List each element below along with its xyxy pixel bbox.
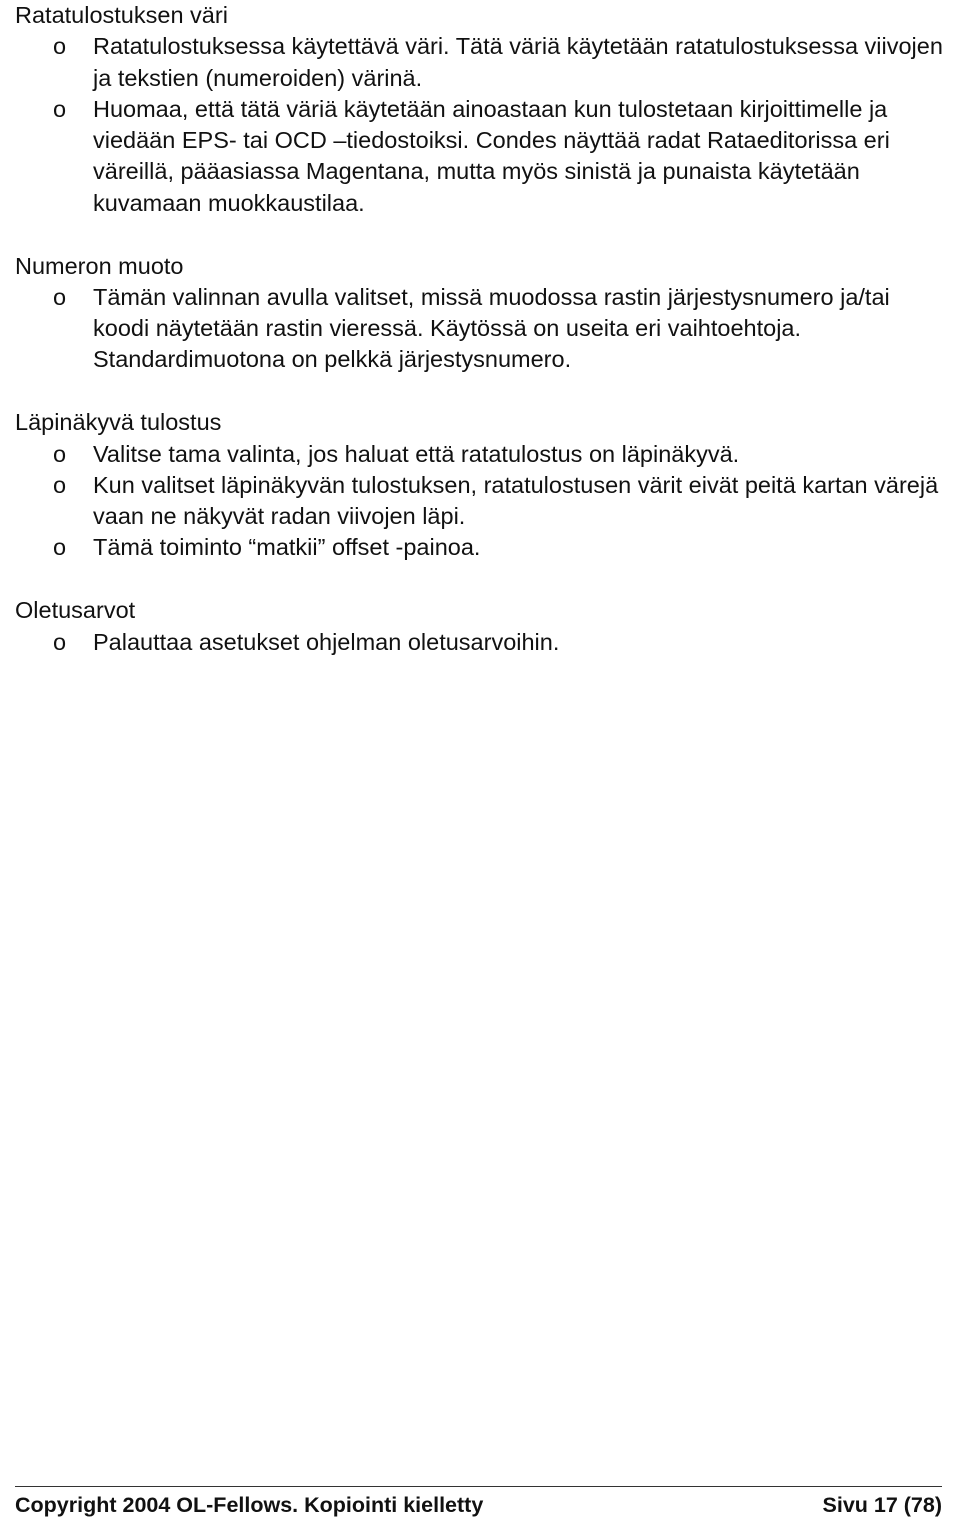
bullet-icon: o — [53, 628, 67, 655]
section-title: Oletusarvot — [15, 597, 136, 624]
bullet-icon: o — [53, 471, 67, 498]
section-numeron-muoto — [15, 251, 950, 376]
list-item-text: Tämä toiminto “matkii” offset -painoa. — [93, 534, 481, 561]
bullet-icon: o — [53, 283, 67, 310]
section-title: Läpinäkyvä tulostus — [15, 409, 222, 436]
section-title: Ratatulostuksen väri — [15, 2, 228, 28]
list-item — [15, 282, 950, 376]
bullet-list — [15, 31, 950, 219]
list-item-text: Ratatulostuksessa käytettävä väri. Tätä väriä käytetään ratatulostuksessa viivojen ja tekstien (numeroiden) värinä. — [93, 33, 943, 91]
footer-page-number: Sivu 17 (78) — [822, 1493, 942, 1517]
section-spacer — [15, 219, 950, 251]
section-lapinakyva-tulostus — [15, 407, 950, 563]
bullet-list — [15, 627, 950, 658]
section-spacer — [15, 564, 950, 596]
list-item — [15, 470, 950, 533]
footer-copyright: Copyright 2004 OL-Fellows. Kopiointi kielletty — [15, 1493, 484, 1517]
list-item-text: Kun valitset läpinäkyvän tulostuksen, ratatulostusen värit eivät peitä kartan värejä vaan ne näkyvät radan viivojen läpi. — [93, 471, 939, 530]
bullet-list — [15, 439, 950, 564]
list-item-text: Palauttaa asetukset ohjelman oletusarvoihin. — [93, 628, 560, 655]
section-oletusarvot — [15, 595, 950, 658]
section-ratatulostuksen-vari — [15, 0, 950, 219]
bullet-icon: o — [53, 33, 67, 60]
section-spacer — [15, 376, 950, 408]
list-item-text: Huomaa, että tätä väriä käytetään ainoastaan kun tulostetaan kirjoittimelle ja viedään EPS- tai OCD –tiedostoiksi. Condes näyttää radat Rataeditorissa eri väreillä, pääasiassa Magentana, mutta myös sinistä ja punaista käytetään kuvamaan muokkaustilaa. — [93, 95, 890, 216]
list-item — [15, 532, 950, 563]
section-title: Numeron muoto — [15, 252, 184, 279]
list-item — [15, 31, 950, 94]
list-item — [15, 439, 950, 470]
page-footer — [15, 1486, 942, 1519]
bullet-icon: o — [53, 440, 67, 467]
list-item — [15, 94, 950, 219]
bullet-icon: o — [53, 95, 67, 122]
list-item — [15, 627, 950, 658]
bullet-list — [15, 282, 950, 376]
document-body — [15, 0, 950, 658]
list-item-text: Valitse tama valinta, jos haluat että ratatulostus on läpinäkyvä. — [93, 440, 740, 467]
bullet-icon: o — [53, 534, 67, 561]
list-item-text: Tämän valinnan avulla valitset, missä muodossa rastin järjestysnumero ja/tai koodi näytetään rastin vieressä. Käytössä on useita eri vaihtoehtoja. Standardimuotona on pelkkä järjestysnumero. — [93, 283, 890, 373]
